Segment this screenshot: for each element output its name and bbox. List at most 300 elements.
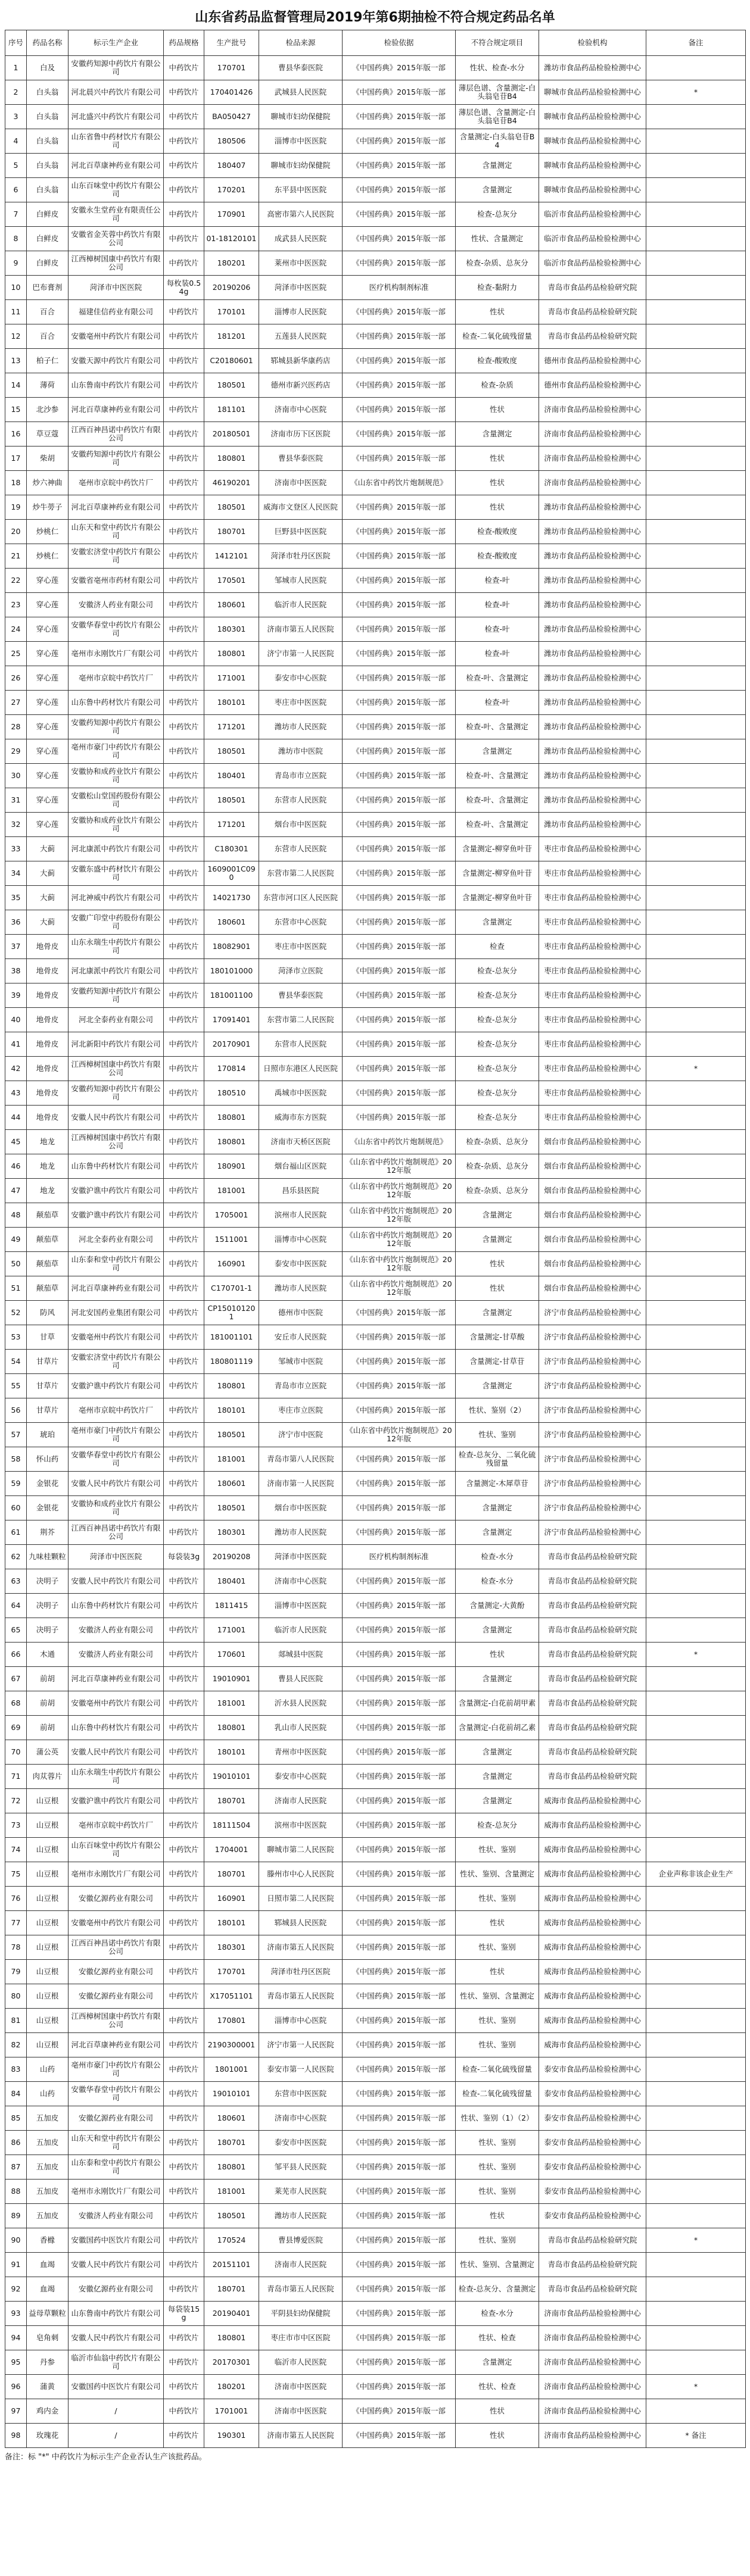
table-cell [646, 1203, 746, 1228]
table-cell: 菏泽市中医医院 [259, 1545, 343, 1569]
table-cell: 181001100 [204, 983, 259, 1008]
table-cell: 21 [5, 544, 27, 569]
table-cell: 青岛市食品药品检验研究院 [539, 276, 646, 300]
table-row [5, 861, 746, 886]
table-cell: 青岛市食品药品检验研究院 [539, 2277, 646, 2302]
table-cell: 含量测定-白花前胡乙素 [456, 1716, 539, 1740]
table-cell: 穿心莲 [27, 642, 69, 666]
table-cell: 潍坊市食品药品检验检测中心 [539, 642, 646, 666]
table-cell: 中药饮片 [164, 1081, 204, 1106]
table-cell: 丹参 [27, 2350, 69, 2375]
table-row [5, 2082, 746, 2106]
table-cell: 山东天和堂中药饮片有限公司 [69, 520, 164, 544]
table-cell: 临沂市食品药品检验检测中心 [539, 251, 646, 276]
table-cell: 《中国药典》2015年版一部 [343, 129, 456, 154]
table-cell [646, 1350, 746, 1374]
table-cell: 济南市中医医院 [259, 2399, 343, 2424]
table-cell: 中药饮片 [164, 2009, 204, 2033]
table-cell: 中药饮片 [164, 1447, 204, 1472]
table-cell: 临沂市食品药品检验检测中心 [539, 202, 646, 227]
table-cell [646, 446, 746, 471]
table-cell: 潍坊市食品药品检验检测中心 [539, 593, 646, 617]
table-cell: 草豆蔻 [27, 422, 69, 446]
table-cell: 检查-总灰分 [456, 1032, 539, 1057]
table-cell: 济南市中心医院 [259, 1569, 343, 1594]
table-cell: 《中国药典》2015年版一部 [343, 2033, 456, 2057]
table-cell: 莱州市中医医院 [259, 251, 343, 276]
table-cell: 181001 [204, 1179, 259, 1203]
table-cell: 性状、鉴别、含量测定 [456, 1862, 539, 1887]
table-cell: 柴胡 [27, 446, 69, 471]
table-cell: 河北康派中药饮片有限公司 [69, 959, 164, 983]
table-cell: 河北百草康神药业有限公司 [69, 154, 164, 178]
table-cell: 中药饮片 [164, 617, 204, 642]
table-cell: 穿心莲 [27, 691, 69, 715]
table-cell: 青岛市食品药品检验研究院 [539, 2228, 646, 2253]
table-cell: X17051101 [204, 1984, 259, 2009]
table-cell: 检查-总灰分、含量测定 [456, 2277, 539, 2302]
table-cell: 《中国药典》2015年版一部 [343, 1106, 456, 1130]
table-cell: 安徽亳州中药饮片有限公司 [69, 324, 164, 349]
table-row [5, 910, 746, 935]
table-cell: 中药饮片 [164, 1765, 204, 1789]
table-row [5, 764, 746, 788]
table-cell: 济南市食品药品检验检测中心 [539, 446, 646, 471]
table-row [5, 300, 746, 324]
table-cell: 山豆根 [27, 1911, 69, 1935]
table-cell: 滕州市中心人民医院 [259, 1862, 343, 1887]
table-cell: 47 [5, 1179, 27, 1203]
table-cell: 薄层色谱、含量测定-白头翁皂苷B4 [456, 80, 539, 105]
table-cell: 中药饮片 [164, 983, 204, 1008]
table-cell: 67 [5, 1667, 27, 1691]
table-cell: 95 [5, 2350, 27, 2375]
table-row [5, 1228, 746, 1252]
table-row [5, 1032, 746, 1057]
table-cell: 德州市中医院 [259, 1301, 343, 1325]
table-cell: 10 [5, 276, 27, 300]
table-cell: 安徽亿源药业有限公司 [69, 1984, 164, 2009]
table-cell: 中药饮片 [164, 1594, 204, 1618]
table-cell: 威海市文登区人民医院 [259, 495, 343, 520]
table-cell: 决明子 [27, 1594, 69, 1618]
table-cell [646, 1887, 746, 1911]
table-cell: 62 [5, 1545, 27, 1569]
table-cell: 中药饮片 [164, 569, 204, 593]
table-cell: CP150101201 [204, 1301, 259, 1325]
table-cell: 170901 [204, 202, 259, 227]
table-cell [646, 764, 746, 788]
table-cell: 防风 [27, 1301, 69, 1325]
table-cell: 乳山市人民医院 [259, 1716, 343, 1740]
table-row [5, 1447, 746, 1472]
table-cell [646, 2106, 746, 2131]
table-cell: 《中国药典》2015年版一部 [343, 1813, 456, 1838]
table-cell: 中药饮片 [164, 1618, 204, 1643]
table-cell: 安徽沪谯中药饮片有限公司 [69, 1179, 164, 1203]
table-row [5, 739, 746, 764]
table-cell: 17 [5, 446, 27, 471]
table-row [5, 56, 746, 80]
table-cell: 20190208 [204, 1545, 259, 1569]
table-cell: 淄博市人民医院 [259, 300, 343, 324]
table-cell: 180801 [204, 1374, 259, 1398]
table-cell: 180501 [204, 495, 259, 520]
table-cell: 青岛市食品药品检验研究院 [539, 1765, 646, 1789]
table-cell: 性状、鉴别 [456, 2228, 539, 2253]
table-cell: 《山东省中药饮片炮制规范》 [343, 1130, 456, 1154]
table-cell: 《中国药典》2015年版一部 [343, 373, 456, 398]
table-cell: 《中国药典》2015年版一部 [343, 227, 456, 251]
table-cell: 济南市中医医院 [259, 2375, 343, 2399]
table-cell: 170814 [204, 1057, 259, 1081]
table-cell: 性状、鉴别 [456, 2180, 539, 2204]
document [5, 6, 745, 2463]
table-cell: 78 [5, 1935, 27, 1960]
table-row [5, 959, 746, 983]
table-row [5, 2009, 746, 2033]
table-cell: 泰安市中医医院 [259, 2131, 343, 2155]
table-cell: 《中国药典》2015年版一部 [343, 1447, 456, 1472]
table-cell: 24 [5, 617, 27, 642]
table-cell: 中药饮片 [164, 1472, 204, 1496]
table-cell: 临沂市人民医院 [259, 1618, 343, 1643]
table-cell: 金银花 [27, 1472, 69, 1496]
table-cell [646, 2057, 746, 2082]
table-cell: 潍坊市人民医院 [259, 715, 343, 739]
table-cell: 安丘市人民医院 [259, 1325, 343, 1350]
table-cell: 中药饮片 [164, 2326, 204, 2350]
table-cell: 地骨皮 [27, 1081, 69, 1106]
table-cell [646, 178, 746, 202]
table-cell: 中药饮片 [164, 446, 204, 471]
table-cell: 《中国药典》2015年版一部 [343, 2106, 456, 2131]
table-cell [646, 1984, 746, 2009]
table-cell: 莱芜市人民医院 [259, 2180, 343, 2204]
table-cell: 安徽东盛中药材饮片有限公司 [69, 861, 164, 886]
table-cell: 性状 [456, 495, 539, 520]
table-row [5, 178, 746, 202]
table-cell: 性状 [456, 2399, 539, 2424]
table-cell [646, 154, 746, 178]
table-cell: 禹城市中医医院 [259, 1081, 343, 1106]
table-cell: 聊城市第二人民医院 [259, 1838, 343, 1862]
table-cell: 77 [5, 1911, 27, 1935]
table-cell [646, 251, 746, 276]
table-cell: 《山东省中药饮片炮制规范》2012年版 [343, 1203, 456, 1228]
table-cell: 98 [5, 2424, 27, 2448]
table-cell: 枣庄市食品药品检验检测中心 [539, 886, 646, 910]
table-cell: 170701 [204, 56, 259, 80]
table-cell: 穿心莲 [27, 715, 69, 739]
table-cell [646, 983, 746, 1008]
table-cell: 《中国药典》2015年版一部 [343, 861, 456, 886]
table-cell: 含量测定-大黄酚 [456, 1594, 539, 1618]
table-row [5, 1520, 746, 1545]
table-cell: 性状 [456, 1276, 539, 1301]
table-row [5, 2106, 746, 2131]
table-cell: 安徽国药中医饮片有限公司 [69, 2375, 164, 2399]
table-cell [646, 837, 746, 861]
table-cell: 青岛市市立医院 [259, 1374, 343, 1398]
table-cell: 地骨皮 [27, 1032, 69, 1057]
table-cell: 180501 [204, 788, 259, 813]
table-cell [646, 1252, 746, 1276]
table-cell: 山豆根 [27, 1984, 69, 2009]
table-cell: 企业声称非该企业生产 [646, 1862, 746, 1887]
table-cell: 180601 [204, 2106, 259, 2131]
table-cell: 中药饮片 [164, 1911, 204, 1935]
table-cell: 7 [5, 202, 27, 227]
table-cell: 180501 [204, 373, 259, 398]
table-cell: 20190401 [204, 2302, 259, 2326]
table-cell: 滨州市人民医院 [259, 1203, 343, 1228]
table-cell: 181201 [204, 324, 259, 349]
table-cell: 青岛市第五人民医院 [259, 2277, 343, 2302]
table-cell: 泰安市中心医院 [259, 1765, 343, 1789]
table-cell: 潍坊市人民医院 [259, 2204, 343, 2228]
table-cell: 19 [5, 495, 27, 520]
table-cell [646, 1081, 746, 1106]
table-cell: 《中国药典》2015年版一部 [343, 398, 456, 422]
table-cell: 巨野县中医医院 [259, 520, 343, 544]
table-cell: 《中国药典》2015年版一部 [343, 886, 456, 910]
table-cell: 每袋装3g [164, 1545, 204, 1569]
table-cell: 潍坊市中医院 [259, 739, 343, 764]
table-cell: 181001 [204, 1691, 259, 1716]
table-cell: 180101000 [204, 959, 259, 983]
table-row [5, 1716, 746, 1740]
table-cell: 中药饮片 [164, 2057, 204, 2082]
table-cell: 江西百神昌诺中药饮片有限公司 [69, 422, 164, 446]
table-cell: 1704001 [204, 1838, 259, 1862]
table-cell [646, 1740, 746, 1765]
table-cell [646, 1154, 746, 1179]
table-cell: 潍坊市食品药品检验检测中心 [539, 666, 646, 691]
table-cell: * [646, 2228, 746, 2253]
table-cell [646, 495, 746, 520]
table-cell: 中药饮片 [164, 691, 204, 715]
table-row [5, 1472, 746, 1496]
table-cell: 180401 [204, 764, 259, 788]
table-cell: 中药饮片 [164, 1862, 204, 1887]
table-cell: * [646, 80, 746, 105]
table-cell: 亳州市豪门中药饮片有限公司 [69, 2057, 164, 2082]
table-cell: 检查-二氧化硫残留量 [456, 2082, 539, 2106]
table-cell: 德州市食品药品检验检测中心 [539, 349, 646, 373]
table-cell: 14 [5, 373, 27, 398]
table-cell: C170701-1 [204, 1276, 259, 1301]
table-cell [646, 1569, 746, 1594]
table-cell: 35 [5, 886, 27, 910]
table-cell: 检查-叶、含量测定 [456, 764, 539, 788]
table-cell: 济南市中医医院 [259, 471, 343, 495]
table-cell: 地龙 [27, 1130, 69, 1154]
table-cell: 炒六神曲 [27, 471, 69, 495]
table-cell: 河北新阳中药饮片有限公司 [69, 1032, 164, 1057]
table-cell: 益母草颗粒 [27, 2302, 69, 2326]
table-cell: 白头翁 [27, 178, 69, 202]
table-cell: 171201 [204, 715, 259, 739]
table-cell: 邹平县人民医院 [259, 2155, 343, 2180]
table-cell: 枣庄市食品药品检验检测中心 [539, 861, 646, 886]
table-cell: 44 [5, 1106, 27, 1130]
table-cell: 威海市食品药品检验检测中心 [539, 1789, 646, 1813]
table-cell: 《中国药典》2015年版一部 [343, 1765, 456, 1789]
table-cell: 中药饮片 [164, 300, 204, 324]
table-row [5, 227, 746, 251]
table-cell: 烟台市食品药品检验检测中心 [539, 1203, 646, 1228]
table-cell: 枣庄市食品药品检验检测中心 [539, 983, 646, 1008]
table-row [5, 1643, 746, 1667]
table-cell: 山豆根 [27, 1789, 69, 1813]
table-cell: 中药饮片 [164, 593, 204, 617]
table-cell: 地龙 [27, 1179, 69, 1203]
table-cell: 180601 [204, 910, 259, 935]
table-cell: 84 [5, 2082, 27, 2106]
table-cell: 五莲县人民医院 [259, 324, 343, 349]
table-cell: 临沂市人民医院 [259, 2350, 343, 2375]
table-cell: 东营市人民医院 [259, 788, 343, 813]
table-cell: 中药饮片 [164, 2180, 204, 2204]
table-cell: 中药饮片 [164, 2424, 204, 2448]
table-row [5, 1887, 746, 1911]
table-cell: 济宁市食品药品检验检测中心 [539, 1325, 646, 1350]
table-cell [646, 691, 746, 715]
table-cell: 《中国药典》2015年版一部 [343, 422, 456, 446]
table-cell: 含量测定 [456, 739, 539, 764]
table-header-row [5, 30, 746, 56]
table-cell: 白头翁 [27, 129, 69, 154]
table-cell [646, 2131, 746, 2155]
table-cell [646, 1838, 746, 1862]
table-cell: 中药饮片 [164, 861, 204, 886]
table-cell: 河北盛兴中药饮片有限公司 [69, 105, 164, 129]
table-cell: 《中国药典》2015年版一部 [343, 2228, 456, 2253]
table-cell: 《中国药典》2015年版一部 [343, 1789, 456, 1813]
table-cell: 山东鲁南中药饮片有限公司 [69, 373, 164, 398]
table-cell [646, 959, 746, 983]
table-cell [646, 2082, 746, 2106]
table-cell: 五加皮 [27, 2106, 69, 2131]
table-cell: 中药饮片 [164, 1838, 204, 1862]
table-cell [646, 2277, 746, 2302]
table-cell: 检查-总灰分 [456, 202, 539, 227]
table-row [5, 446, 746, 471]
table-cell: 烟台福山区医院 [259, 1154, 343, 1179]
table-cell: 中药饮片 [164, 1984, 204, 2009]
table-cell: 木通 [27, 1643, 69, 1667]
table-cell: 烟台市食品药品检验检测中心 [539, 1179, 646, 1203]
table-cell: 安徽济人药业有限公司 [69, 1643, 164, 1667]
table-cell: 玫瑰花 [27, 2424, 69, 2448]
table-cell: 中药饮片 [164, 1960, 204, 1984]
column-header: 序号 [5, 30, 27, 56]
table-cell: 安徽济人药业有限公司 [69, 1618, 164, 1643]
table-cell: 青岛市食品药品检验研究院 [539, 1691, 646, 1716]
table-cell: 23 [5, 593, 27, 617]
table-cell [646, 910, 746, 935]
table-cell: 临沂市仙翁中药饮片有限公司 [69, 2350, 164, 2375]
table-cell: 59 [5, 1472, 27, 1496]
table-row [5, 1667, 746, 1691]
table-cell: 含量测定 [456, 1228, 539, 1252]
table-cell: 山豆根 [27, 2009, 69, 2033]
table-cell [646, 617, 746, 642]
table-cell: 中药饮片 [164, 1008, 204, 1032]
table-cell: 郓城县新华康药店 [259, 349, 343, 373]
table-cell: 安徽省亳州市药材有限公司 [69, 569, 164, 593]
table-cell: 《中国药典》2015年版一部 [343, 349, 456, 373]
table-cell: 《中国药典》2015年版一部 [343, 2204, 456, 2228]
table-cell: 安徽华春堂中药饮片有限公司 [69, 2082, 164, 2106]
table-cell: 《中国药典》2015年版一部 [343, 983, 456, 1008]
table-cell [646, 300, 746, 324]
table-row [5, 617, 746, 642]
table-cell: 聊城市妇幼保健院 [259, 154, 343, 178]
table-cell: 91 [5, 2253, 27, 2277]
table-cell: 《山东省中药饮片炮制规范》2012年版 [343, 1179, 456, 1203]
table-cell: 《中国药典》2015年版一部 [343, 1520, 456, 1545]
table-cell: 160901 [204, 1887, 259, 1911]
table-cell: 临沂市食品药品检验检测中心 [539, 227, 646, 251]
table-cell: 检查-杂质 [456, 373, 539, 398]
table-cell: 《中国药典》2015年版一部 [343, 324, 456, 349]
table-cell [646, 1691, 746, 1716]
table-cell: 颠茄草 [27, 1276, 69, 1301]
table-cell: 性状、鉴别 [456, 2131, 539, 2155]
table-cell: 《中国药典》2015年版一部 [343, 2277, 456, 2302]
table-cell: 性状 [456, 1643, 539, 1667]
table-cell: 28 [5, 715, 27, 739]
table-cell: 济南市中心医院 [259, 2106, 343, 2131]
table-cell: 49 [5, 1228, 27, 1252]
table-cell: 41 [5, 1032, 27, 1057]
table-cell: 含量测定 [456, 154, 539, 178]
table-cell: 穿心莲 [27, 813, 69, 837]
table-cell: 《中国药典》2015年版一部 [343, 495, 456, 520]
table-cell: 安徽协和成药业饮片有限公司 [69, 813, 164, 837]
table-cell: BA050427 [204, 105, 259, 129]
table-cell: 威海市食品药品检验检测中心 [539, 1887, 646, 1911]
table-cell: 中药饮片 [164, 910, 204, 935]
table-cell: 《中国药典》2015年版一部 [343, 1398, 456, 1423]
table-cell: 含量测定 [456, 422, 539, 446]
table-cell: 山东鲁中药材饮片有限公司 [69, 1154, 164, 1179]
table-cell: 淄博市中医医院 [259, 1594, 343, 1618]
table-cell: 性状 [456, 1960, 539, 1984]
table-cell [646, 1545, 746, 1569]
table-cell: 中药饮片 [164, 373, 204, 398]
table-cell: 检查-酸败度 [456, 544, 539, 569]
table-cell: 青州市中医医院 [259, 1740, 343, 1765]
table-cell: 含量测定 [456, 178, 539, 202]
table-cell: 《中国药典》2015年版一部 [343, 2253, 456, 2277]
table-cell: 江西樟树国康中药饮片有限公司 [69, 1057, 164, 1081]
table-cell: 枣庄市食品药品检验检测中心 [539, 837, 646, 861]
table-cell: 潍坊市食品药品检验检测中心 [539, 520, 646, 544]
table-cell: 2 [5, 80, 27, 105]
table-cell: 181001 [204, 1447, 259, 1472]
table-row [5, 2350, 746, 2375]
table-cell: 穿心莲 [27, 569, 69, 593]
table-row [5, 1838, 746, 1862]
table-cell: 180801 [204, 446, 259, 471]
table-cell: 51 [5, 1276, 27, 1301]
table-cell: 聊城市食品药品检验检测中心 [539, 105, 646, 129]
table-cell: 《中国药典》2015年版一部 [343, 1472, 456, 1496]
table-cell: 济宁市食品药品检验检测中心 [539, 1520, 646, 1545]
